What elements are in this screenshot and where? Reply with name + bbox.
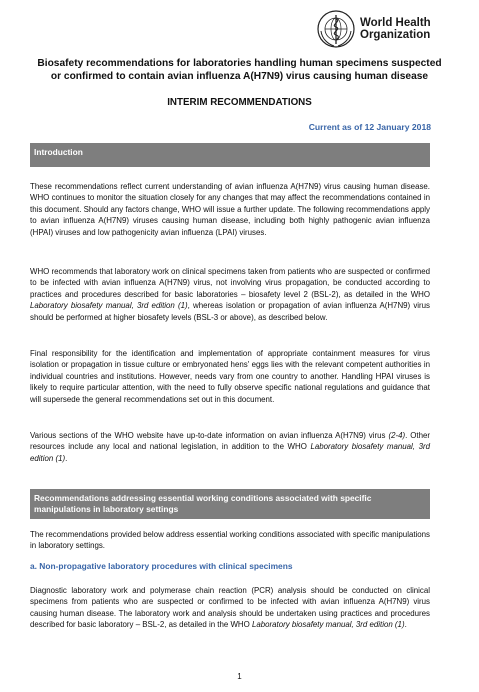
- paragraph-5: The recommendations provided below address essential working conditions associated with specific manipulations in laboratory settings.: [30, 530, 431, 551]
- paragraph-6-text-a: Diagnostic laboratory work and polymerase chain reaction (PCR) analysis should be conducted on clinical specimens from patients who are suspected or confirmed to be infected with avian influenza A(H7N9) virus causing human disease. The laboratory work and analysis should be undertaken using practices and procedures described for basic laboratory – BSL-2, as detailed in the WHO: [30, 586, 430, 630]
- paragraph-4-text-a: Various sections of the WHO website have up-to-date information on avian influenza A(H7N9) virus: [30, 431, 389, 440]
- paragraph-2-text-b: , whereas isolation or propagation of avian influenza A(H7N9) virus should be performed at higher biosafety levels (BSL-3 or above), as described below.: [30, 301, 431, 322]
- who-emblem-icon: [316, 9, 356, 49]
- org-name: [360, 17, 431, 42]
- manual-citation: Laboratory biosafety manual, 3rd edition (1): [251, 620, 405, 630]
- manual-citation: Laboratory biosafety manual, 3rd edition (1): [30, 301, 188, 311]
- manual-citation: Laboratory biosafety manual, 3rd edition (1): [30, 442, 430, 463]
- document-title-line2: or confirmed to contain avian influenza A(H7N9) virus causing human disease: [50, 71, 429, 82]
- org-name-line2: Organization: [360, 29, 431, 41]
- document-title: [30, 57, 449, 83]
- document-subtitle: INTERIM RECOMMENDATIONS: [167, 97, 312, 108]
- paragraph-6: [30, 585, 430, 631]
- org-name-line1: World Health: [360, 16, 431, 29]
- current-date: Current as of 12 January 2018: [308, 122, 431, 132]
- section-heading-recommendations: Recommendations addressing essential working conditions associated with specific manipulations in laboratory settings: [30, 489, 430, 519]
- paragraph-2-text-a: WHO recommends that laboratory work on clinical specimens taken from patients who are suspected or confirmed to be infected with avian influenza A(H7N9) virus, not involving virus propagation, be conducted according to practices and procedures described for basic laboratories – biosafety level 2 (BSL-2), as detailed in the WHO: [30, 267, 430, 299]
- reference-citation: (2-4): [388, 431, 406, 440]
- page-number: 1: [237, 672, 242, 681]
- paragraph-4-text-b: . Other resources include any local and national legislation, in addition to the WHO: [30, 431, 430, 452]
- paragraph-3: Final responsibility for the identification and implementation of appropriate containment measures for virus isolation or propagation in tissue culture or embryonated hens' eggs lies with the relevant competent authorities in individual countries and institutions. However, needs vary from one country to another. Handling HPAI viruses is likely to require particular attention, with the need to fully observe specific national regulations and guidance that will supersede the general recommendations set out in this document.: [30, 349, 430, 404]
- paragraph-2: [30, 266, 430, 323]
- section-heading-introduction: Introduction: [30, 143, 430, 167]
- paragraph-6-text-b: .: [404, 620, 407, 630]
- who-logo: [316, 9, 431, 49]
- paragraph-4-text-c: .: [65, 453, 68, 463]
- subheading-non-propagative: a. Non-propagative laboratory procedures with clinical specimens: [30, 561, 293, 571]
- paragraph-4: [30, 430, 430, 464]
- paragraph-1: These recommendations reflect current understanding of avian influenza A(H7N9) virus causing human disease. WHO continues to monitor the situation closely for any changes that may affect the recommendations contained in this document. Should any factors change, WHO will issue a further update. The following recommendations apply to avian influenza A(H7N9) viruses causing human disease, including both highly pathogenic avian influenza (HPAI) viruses and low pathogenicity avian influenza (LPAI) viruses.: [30, 182, 430, 237]
- document-title-line1: Biosafety recommendations for laboratories handling human specimens suspected: [37, 58, 442, 69]
